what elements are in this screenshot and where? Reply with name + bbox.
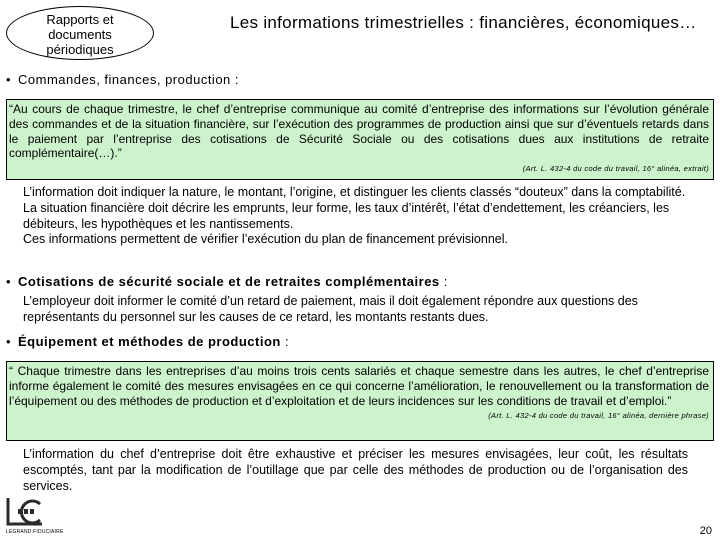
section-heading-commandes <box>6 72 239 87</box>
page-number: 20 <box>699 525 712 537</box>
paragraph: L’employeur doit informer le comité d’un retard de paiement, mais il doit également répondre aux questions des représentants du personnel sur les causes de ce retard, les montants restants dues. <box>23 294 638 324</box>
paragraph: L’information du chef d’entreprise doit être exhaustive et préciser les mesures envisagées, leur coût, les résultats escomptés, tant par la modification de l’outillage que par celle des méthodes de production ou de l’organisation des services. <box>23 447 688 493</box>
paragraph: La situation financière doit décrire les emprunts, leur forme, les taux d’intérêt, l’état d’endettement, les créanciers, les débiteurs, les hypothèques et les nantissements. <box>23 200 670 231</box>
section-2-paragraphs <box>23 294 688 326</box>
section-heading-label: Équipement et méthodes de production <box>18 334 281 349</box>
bullet-icon: • <box>6 334 12 349</box>
oval-line-2: documents <box>48 26 112 42</box>
section-heading-equipement <box>6 334 289 349</box>
page-title: Les informations trimestrielles : financières, économiques… <box>230 13 697 32</box>
quote-box-2 <box>6 361 714 441</box>
oval-line-3: périodiques <box>46 41 114 57</box>
quote-source: (Art. L. 432-4 du code du travail, 16° alinéa, extrait) <box>522 164 709 174</box>
quote-box-1 <box>6 99 714 180</box>
quote-source: (Art. L. 432-4 du code du travail, 16° alinéa, dernière phrase) <box>488 411 709 421</box>
section-1-paragraphs <box>23 185 688 248</box>
paragraph: L’information doit indiquer la nature, le montant, l’origine, et distinguer les clients classés “douteux” dans la comptabilité. <box>23 185 686 199</box>
section-label-oval <box>6 6 154 60</box>
section-3-paragraphs <box>23 447 688 494</box>
paragraph: Ces informations permettent de vérifier l’exécution du plan de financement prévisionnel. <box>23 232 508 247</box>
company-logo <box>6 494 66 538</box>
quote-text: “ Chaque trimestre dans les entreprises d’au moins trois cents salariés et chaque semestre dans les autres, le chef d’entreprise informe également le comité des mesures envisagées en ce qui concerne l’amélioration, le renouvellement ou la transformation de l’équipement ou des méthodes de production et d’exploitation et de leurs incidences sur les conditions de travail et d’emploi.” <box>9 364 709 408</box>
section-heading-label: Cotisations de sécurité sociale et de retraites complémentaires <box>18 274 440 289</box>
quote-text: “Au cours de chaque trimestre, le chef d’entreprise communique au comité d’entreprise des informations sur l’évolution générale des commandes et de la situation financière, sur l’exécution des programmes de production ainsi que sur d’éventuels retards dans le paiement par l’entreprise des cotisations de Sécurité Sociale ou des cotisations dues aux institutions de retraite complémentaire(…).” <box>9 102 709 161</box>
section-heading-label: Commandes, finances, production <box>18 72 231 87</box>
section-heading-suffix: : <box>280 334 290 349</box>
section-heading-suffix: : <box>230 72 240 87</box>
bullet-icon: • <box>6 274 12 289</box>
bullet-icon: • <box>6 72 12 87</box>
section-heading-suffix: : <box>439 274 448 289</box>
section-heading-cotisations <box>6 274 448 289</box>
logo-mark-icon <box>6 494 46 528</box>
logo-text: LEGRAND FIDUCIAIRE <box>6 529 64 535</box>
oval-line-1: Rapports et <box>46 11 114 27</box>
